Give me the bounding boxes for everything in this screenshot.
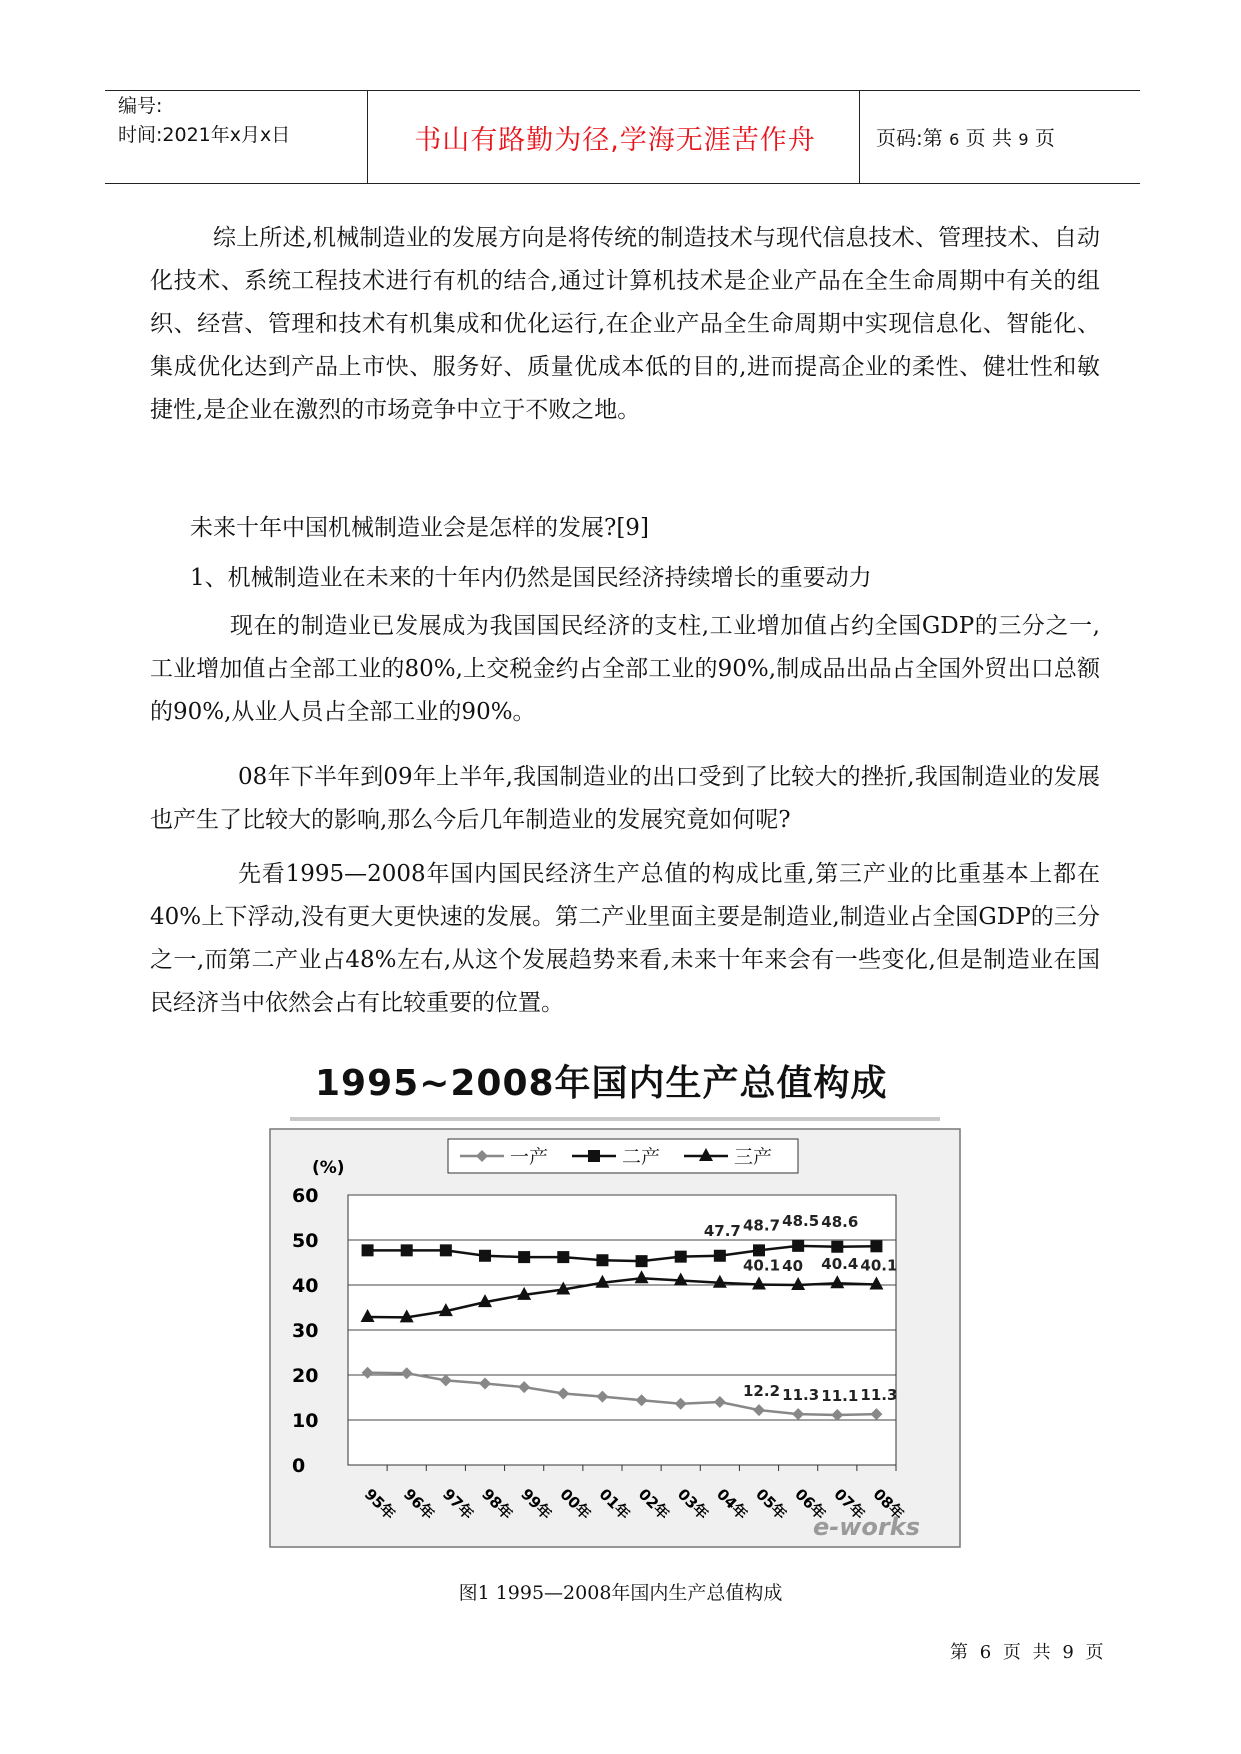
data-point-2 xyxy=(518,1251,530,1263)
y-tick-label: 0 xyxy=(292,1455,306,1477)
legend-marker xyxy=(588,1150,600,1162)
data-point-2 xyxy=(792,1240,804,1252)
x-tick-label: 95年 xyxy=(360,1485,399,1524)
header-meta xyxy=(118,92,290,150)
data-label: 11.3 xyxy=(782,1386,820,1405)
x-tick-label: 08年 xyxy=(869,1485,908,1524)
data-point-2 xyxy=(753,1244,765,1256)
gdp-composition-chart xyxy=(268,1127,968,1552)
watermark-logo: e-works xyxy=(813,1513,920,1541)
manufacturing-paragraph: 现在的制造业已发展成为我国国民经济的支柱,工业增加值占约全国GDP的三分之一,工业增加值占全部工业的80%,上交税金约占全部工业的90%,制成品出品占全国外贸出口总额的90%,从业人员占全部工业的90%。 xyxy=(150,613,1100,725)
y-tick-label: 30 xyxy=(292,1320,319,1342)
x-tick-label: 02年 xyxy=(634,1485,673,1524)
legend-label: 三产 xyxy=(734,1146,773,1168)
header-divider-right xyxy=(859,90,860,183)
time-label: 时间:2021年x月x日 xyxy=(118,124,291,146)
page-prefix: 页码:第 xyxy=(876,126,943,150)
x-tick-label: 05年 xyxy=(752,1485,791,1524)
data-point-2 xyxy=(870,1240,882,1252)
header-top-rule xyxy=(105,90,1140,91)
data-label: 40.1 xyxy=(743,1256,781,1275)
data-label: 40.4 xyxy=(821,1255,859,1274)
x-tick-label: 01年 xyxy=(595,1485,634,1524)
page-current: 6 xyxy=(949,130,960,149)
data-label: 47.7 xyxy=(703,1221,741,1240)
y-tick-label: 60 xyxy=(292,1185,319,1207)
summary-paragraph: 综上所述,机械制造业的发展方向是将传统的制造技术与现代信息技术、管理技术、自动化技术、系统工程技术进行有机的结合,通过计算机技术是企业产品在全生命周期中有关的组织、经营、管理和技术有机集成和优化运行,在企业产品全生命周期中实现信息化、智能化、集成优化达到产品上市快、服务好、质量优成本低的目的,进而提高企业的柔性、健壮性和敏捷性,是企业在激烈的市场竞争中立于不败之地。 xyxy=(150,225,1100,423)
data-point-2 xyxy=(557,1251,569,1263)
export-paragraph: 08年下半年到09年上半年,我国制造业的出口受到了比较大的挫折,我国制造业的发展也产生了比较大的影响,那么今后几年制造业的发展究竟如何呢? xyxy=(150,764,1100,833)
data-label: 40.1 xyxy=(860,1256,898,1275)
page-footer: 第 6 页 共 9 页 xyxy=(950,1642,1107,1663)
data-point-2 xyxy=(479,1250,491,1262)
data-label: 48.5 xyxy=(782,1211,820,1230)
serial-label: 编号: xyxy=(118,95,163,117)
y-axis-label: (%) xyxy=(312,1158,345,1178)
data-label: 12.2 xyxy=(743,1382,781,1401)
data-point-2 xyxy=(831,1241,843,1253)
x-tick-label: 03年 xyxy=(673,1485,712,1524)
data-point-2 xyxy=(401,1244,413,1256)
data-label: 48.7 xyxy=(743,1216,781,1235)
data-label: 11.3 xyxy=(860,1386,898,1405)
x-tick-label: 98年 xyxy=(478,1485,517,1524)
y-tick-label: 40 xyxy=(292,1275,319,1297)
data-point-2 xyxy=(714,1250,726,1262)
header-motto: 书山有路勤为径,学海无涯苦作舟 xyxy=(414,125,816,156)
legend-label: 二产 xyxy=(622,1146,661,1168)
data-point-2 xyxy=(675,1251,687,1263)
section-heading-1: 1、机械制造业在未来的十年内仍然是国民经济持续增长的重要动力 xyxy=(190,565,872,591)
y-tick-label: 10 xyxy=(292,1410,319,1432)
figure-caption: 图1 1995—2008年国内生产总值构成 xyxy=(458,1582,783,1604)
chart-title: 1995~2008年国内生产总值构成 xyxy=(315,1063,888,1104)
x-tick-label: 00年 xyxy=(556,1485,595,1524)
chart-title-rule xyxy=(290,1117,940,1121)
x-tick-label: 07年 xyxy=(830,1485,869,1524)
legend-label: 一产 xyxy=(510,1146,549,1168)
data-point-2 xyxy=(362,1244,374,1256)
data-label: 48.6 xyxy=(821,1212,859,1231)
gdp-paragraph: 先看1995—2008年国内国民经济生产总值的构成比重,第三产业的比重基本上都在40%上下浮动,没有更大更快速的发展。第二产业里面主要是制造业,制造业占全国GDP的三分之一,而第二产业占48%左右,从这个发展趋势来看,未来十年来会有一些变化,但是制造业在国民经济当中依然会占有比较重要的位置。 xyxy=(150,861,1100,1016)
page-suffix: 页 xyxy=(1034,126,1055,150)
page-total: 9 xyxy=(1018,130,1029,149)
data-label: 11.1 xyxy=(821,1387,859,1406)
data-label: 40 xyxy=(782,1257,804,1275)
page-mid: 页 共 xyxy=(965,126,1013,150)
header-divider-left xyxy=(367,90,368,183)
header-page-number xyxy=(876,122,1055,151)
x-tick-label: 06年 xyxy=(791,1485,830,1524)
question-heading: 未来十年中国机械制造业会是怎样的发展?[9] xyxy=(190,515,649,541)
data-point-2 xyxy=(636,1255,648,1267)
header-bottom-rule xyxy=(105,183,1140,184)
y-tick-label: 50 xyxy=(292,1230,319,1252)
x-tick-label: 96年 xyxy=(399,1485,438,1524)
y-tick-label: 20 xyxy=(292,1365,319,1387)
x-tick-label: 99年 xyxy=(517,1485,556,1524)
data-point-2 xyxy=(440,1244,452,1256)
x-tick-label: 97年 xyxy=(439,1485,478,1524)
x-tick-label: 04年 xyxy=(713,1485,752,1524)
data-point-2 xyxy=(596,1254,608,1266)
